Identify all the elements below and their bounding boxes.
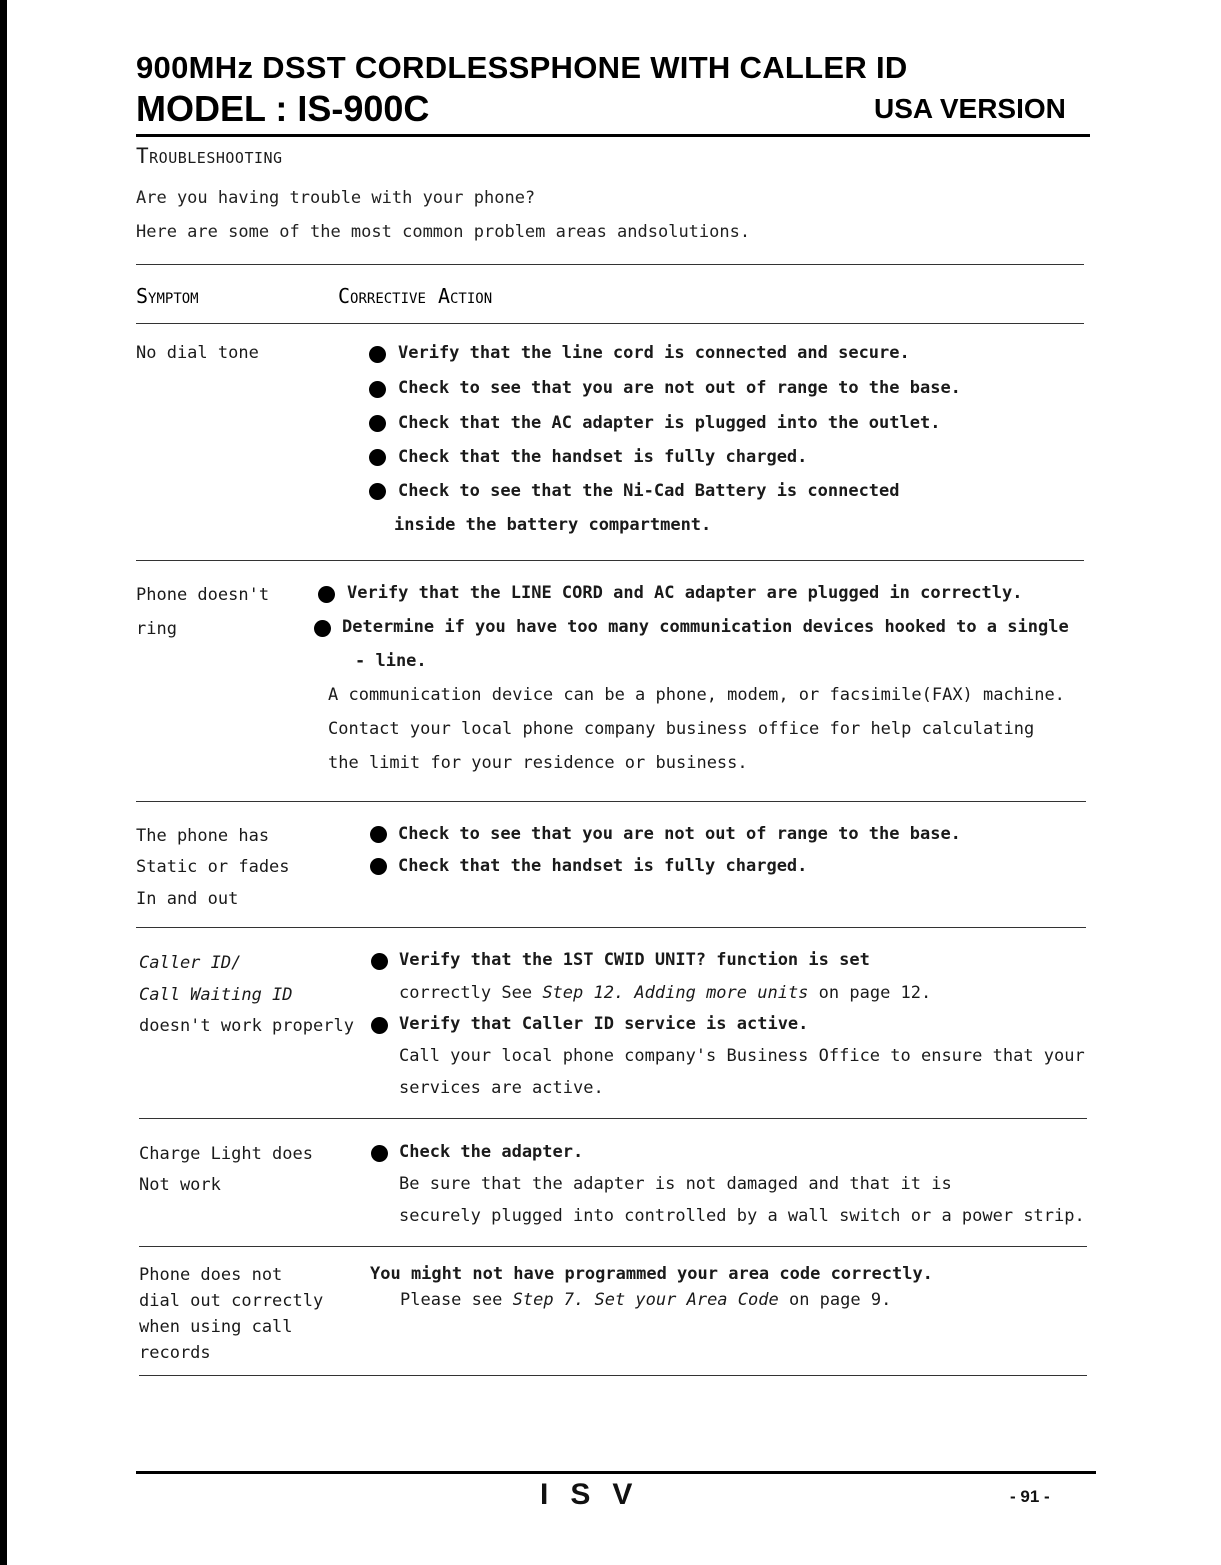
symptom-text: Phone doesn't: [136, 585, 270, 605]
action-text: Check that the handset is fully charged.: [398, 856, 808, 876]
symptom-text: The phone has: [136, 826, 270, 846]
action-column-header: Corrective Action: [338, 284, 493, 308]
action-text: correctly See: [399, 983, 533, 1003]
symptom-text: Phone does not: [139, 1265, 283, 1285]
page-reference: on page 9.: [788, 1290, 892, 1310]
page-number: - 91 -: [1010, 1487, 1050, 1506]
action-text: Verify that the LINE CORD and AC adapter are plugged in correctly.: [347, 583, 1023, 603]
action-text: Check to see that the Ni-Cad Battery is connected: [398, 481, 900, 501]
action-text: services are active.: [399, 1078, 604, 1098]
version-label: USA VERSION: [874, 93, 1066, 124]
action-text: Determine if you have too many communication devices hooked to a single: [342, 617, 1069, 637]
symptom-text: Charge Light does: [139, 1144, 313, 1164]
bullet-icon: [369, 449, 386, 466]
symptom-text: doesn't work properly: [139, 1016, 354, 1036]
action-text: the limit for your residence or business.: [328, 753, 748, 773]
bullet-icon: [371, 1017, 388, 1034]
action-text: Be sure that the adapter is not damaged and that it is: [399, 1174, 952, 1194]
action-text: Contact your local phone company business office for help calculating: [328, 719, 1035, 739]
row-divider: [136, 927, 1086, 928]
action-text: Check that the AC adapter is plugged into the outlet.: [398, 413, 941, 433]
bullet-icon: [369, 346, 386, 363]
symptom-text: In and out: [136, 889, 239, 909]
bullet-icon: [371, 1145, 388, 1162]
symptom-text: No dial tone: [136, 343, 259, 363]
row-divider: [136, 560, 1084, 561]
bullet-icon: [314, 620, 331, 637]
document-title: 900MHz DSST CORDLESSPHONE WITH CALLER ID: [136, 50, 908, 85]
row-divider: [139, 1118, 1087, 1119]
footer-brand: ISV: [540, 1478, 655, 1511]
action-text: A communication device can be a phone, modem, or facsimile(FAX) machine.: [328, 685, 1065, 705]
symptom-text: Not work: [139, 1175, 221, 1195]
step-reference: Step 7. Set your Area Code: [512, 1290, 779, 1310]
action-text: securely plugged into controlled by a wall switch or a power strip.: [399, 1206, 1085, 1226]
bullet-icon: [369, 415, 386, 432]
bullet-icon: [369, 381, 386, 398]
action-text: Check to see that you are not out of range to the base.: [398, 824, 961, 844]
action-text: Check to see that you are not out of range to the base.: [398, 378, 961, 398]
bullet-icon: [371, 953, 388, 970]
action-text: Verify that the 1ST CWID UNIT? function is set: [399, 950, 870, 970]
symptom-text: dial out correctly: [139, 1291, 324, 1311]
action-text-line: [400, 1290, 891, 1310]
action-text-line: [399, 983, 931, 1003]
bullet-icon: [370, 858, 387, 875]
intro-line: Here are some of the most common problem areas andsolutions.: [136, 222, 751, 242]
table-top-rule: [136, 264, 1084, 265]
table-bottom-rule: [139, 1375, 1087, 1376]
action-text: You might not have programmed your area code correctly.: [370, 1264, 933, 1284]
symptom-text: ring: [136, 619, 177, 639]
bullet-icon: [318, 586, 335, 603]
header-rule: [136, 134, 1090, 137]
step-reference: Step 12. Adding more units: [542, 983, 809, 1003]
action-text: Call your local phone company's Business Office to ensure that your: [399, 1046, 1085, 1066]
action-text: Verify that the line cord is connected and secure.: [398, 343, 910, 363]
symptom-text: records: [139, 1343, 211, 1363]
action-text: Check the adapter.: [399, 1142, 584, 1162]
intro-line: Are you having trouble with your phone?: [136, 188, 536, 208]
symptom-text: Caller ID/: [139, 953, 242, 973]
symptom-text: Static or fades: [136, 857, 290, 877]
footer-rule: [136, 1471, 1096, 1474]
symptom-column-header: Symptom: [136, 284, 199, 308]
header-divider: [136, 323, 1084, 324]
action-text: inside the battery compartment.: [394, 515, 712, 535]
action-text: Check that the handset is fully charged.: [398, 447, 808, 467]
section-title: Troubleshooting: [136, 144, 283, 168]
row-divider: [136, 801, 1086, 802]
page-reference: on page 12.: [818, 983, 932, 1003]
page-binding-edge: [0, 0, 7, 1565]
action-text: - line.: [355, 651, 427, 671]
bullet-icon: [370, 826, 387, 843]
row-divider: [139, 1246, 1087, 1247]
action-text: Verify that Caller ID service is active.: [399, 1014, 809, 1034]
model-title: MODEL : IS-900C: [136, 88, 430, 129]
bullet-icon: [369, 483, 386, 500]
action-text: Please see: [400, 1290, 503, 1310]
symptom-text: when using call: [139, 1317, 293, 1337]
symptom-text: Call Waiting ID: [139, 985, 293, 1005]
